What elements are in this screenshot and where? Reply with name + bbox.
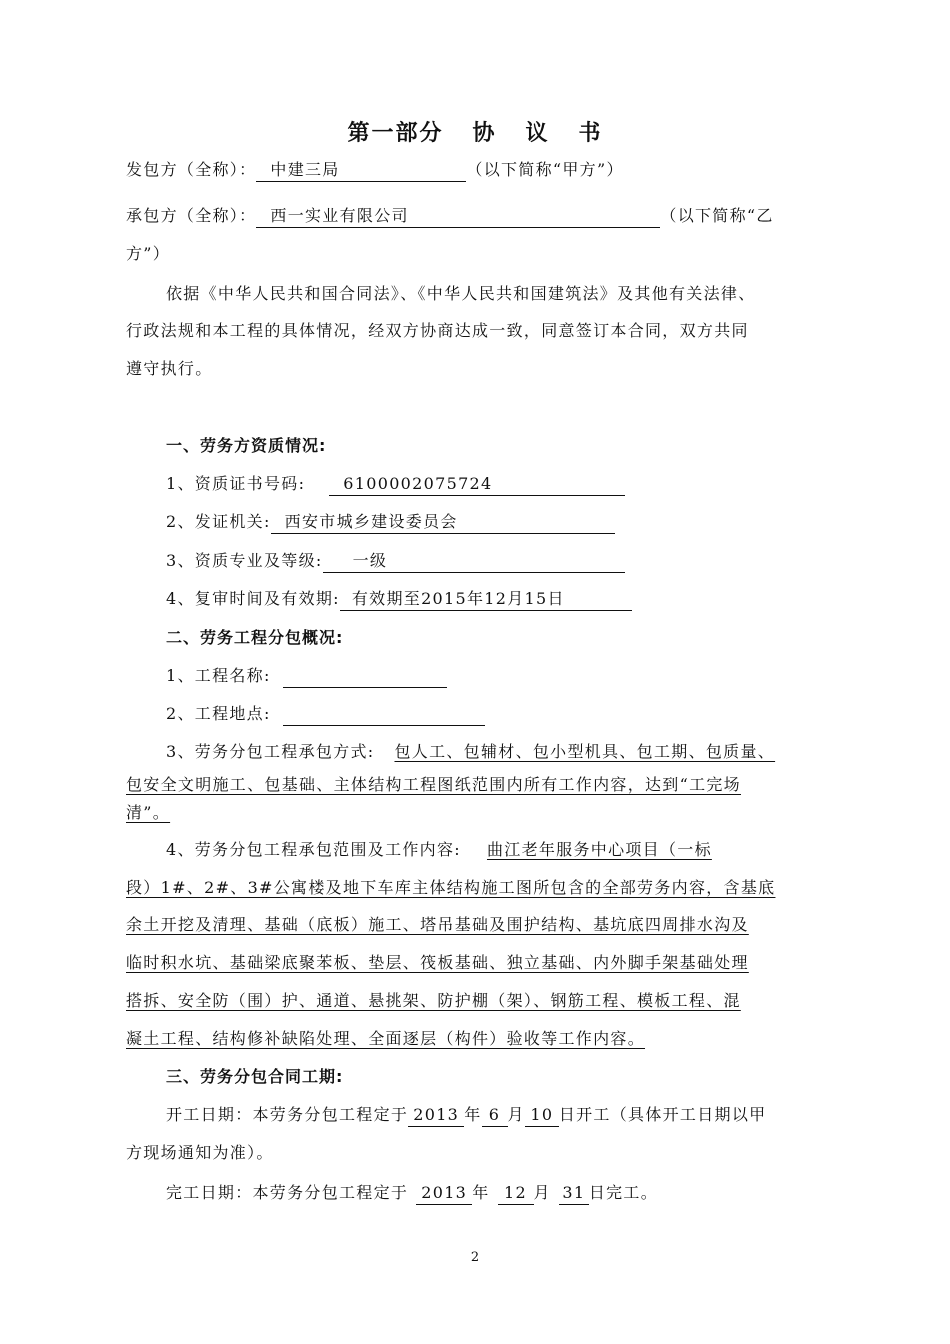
end-day-field <box>559 1183 589 1205</box>
cert-number-field <box>329 474 625 496</box>
section3-heading: 三、劳务分包合同工期: <box>166 1067 344 1086</box>
contract-method-line <box>166 739 775 762</box>
start-date-line-2: 方现场通知为准）。 <box>126 1143 274 1162</box>
contractor-suffix-cont: 方”） <box>126 244 171 263</box>
contract-method-text-2: 包安全文明施工、包基础、主体结构工程图纸范围内所有工作内容，达到“工完场 <box>126 775 741 794</box>
end-date-prefix: 完工日期：本劳务分包工程定于 <box>166 1183 409 1202</box>
employer-label: 发包方（全称）： <box>126 160 257 179</box>
project-name-line <box>166 663 447 688</box>
start-year: 2013 <box>413 1105 460 1124</box>
start-year-unit: 年 <box>464 1105 482 1124</box>
validity-field <box>340 589 632 611</box>
end-year-unit: 年 <box>472 1183 490 1202</box>
page-number: 2 <box>470 1250 480 1265</box>
start-date-prefix: 开工日期：本劳务分包工程定于 <box>166 1105 409 1124</box>
start-month-field <box>482 1105 508 1127</box>
scope-line <box>166 837 712 860</box>
contractor-suffix: （以下简称“乙 <box>660 206 774 225</box>
end-year-field <box>416 1183 472 1205</box>
project-site-label: 2、工程地点: <box>166 704 271 723</box>
validity-line <box>166 586 632 611</box>
contract-method-text-3: 清”。 <box>126 803 171 822</box>
cert-number-label: 1、资质证书号码: <box>166 474 306 493</box>
start-day-field <box>525 1105 559 1127</box>
start-date-line <box>166 1102 766 1127</box>
employer-name-field <box>256 160 466 182</box>
start-date-suffix: 日开工（具体开工日期以甲 <box>558 1105 767 1124</box>
end-day: 31 <box>562 1183 586 1202</box>
start-day: 10 <box>530 1105 554 1124</box>
project-name-field <box>283 666 447 688</box>
end-date-line <box>166 1180 658 1205</box>
project-site-field <box>283 704 485 726</box>
scope-text-4: 临时积水坑、基础梁底聚苯板、垫层、筏板基础、独立基础、内外脚手架基础处理 <box>126 953 749 972</box>
start-month: 6 <box>488 1105 501 1124</box>
scope-text-3: 余土开挖及清理、基础（底板）施工、塔吊基础及围护结构、基坑底四周排水沟及 <box>126 915 749 934</box>
contract-method-text-1: 包人工、包辅材、包小型机具、包工期、包质量、 <box>394 742 776 761</box>
cert-number-line <box>166 471 625 496</box>
cert-number-value: 6100002075724 <box>343 474 493 493</box>
scope-text-2: 段）1#、2#、3#公寓楼及地下车库主体结构施工图所包含的全部劳务内容，含基底 <box>126 878 776 897</box>
scope-label: 4、劳务分包工程承包范围及工作内容: <box>166 840 461 859</box>
end-date-suffix: 日完工。 <box>588 1183 659 1202</box>
project-site-line <box>166 701 485 726</box>
page-title: 第一部分 协 议 书 <box>347 121 603 146</box>
end-month: 12 <box>504 1183 527 1202</box>
issuer-line <box>166 509 615 534</box>
grade-line <box>166 548 625 573</box>
preamble-line-3: 遵守执行。 <box>126 359 213 378</box>
employer-suffix: （以下简称“甲方”） <box>466 160 624 179</box>
employer-name: 中建三局 <box>270 160 340 179</box>
start-month-unit: 月 <box>507 1105 525 1124</box>
grade-field <box>323 551 625 573</box>
scope-text-6: 凝土工程、结构修补缺陷处理、全面逐层（构件）验收等工作内容。 <box>126 1029 646 1048</box>
contractor-label: 承包方（全称）： <box>126 206 257 225</box>
grade-value: 一级 <box>352 551 388 570</box>
section1-heading: 一、劳务方资质情况: <box>166 436 327 455</box>
issuer-label: 2、发证机关: <box>166 512 271 531</box>
contractor-name-field <box>256 206 660 228</box>
end-year: 2013 <box>421 1183 468 1202</box>
preamble-line-2: 行政法规和本工程的具体情况，经双方协商达成一致，同意签订本合同，双方共同 <box>126 321 749 340</box>
start-year-field <box>408 1105 464 1127</box>
scope-text-5: 搭拆、安全防（围）护、通道、悬挑架、防护棚（架）、钢筋工程、模板工程、混 <box>126 991 741 1010</box>
preamble-line-1: 依据《中华人民共和国合同法》、《中华人民共和国建筑法》及其他有关法律、 <box>166 284 756 303</box>
end-month-unit: 月 <box>533 1183 551 1202</box>
issuer-value: 西安市城乡建设委员会 <box>284 512 458 531</box>
employer-line <box>126 157 624 182</box>
scope-text-1: 曲江老年服务中心项目（一标 <box>486 840 712 859</box>
contractor-name: 西一实业有限公司 <box>270 206 409 225</box>
validity-value: 有效期至2015年12月15日 <box>351 589 565 608</box>
contract-method-label: 3、劳务分包工程承包方式: <box>166 742 375 761</box>
end-month-field <box>498 1183 534 1205</box>
project-name-label: 1、工程名称: <box>166 666 271 685</box>
grade-label: 3、资质专业及等级: <box>166 551 323 570</box>
section2-heading: 二、劳务工程分包概况: <box>166 628 344 647</box>
issuer-field <box>271 512 615 534</box>
contractor-line <box>126 203 774 228</box>
validity-label: 4、复审时间及有效期: <box>166 589 340 608</box>
